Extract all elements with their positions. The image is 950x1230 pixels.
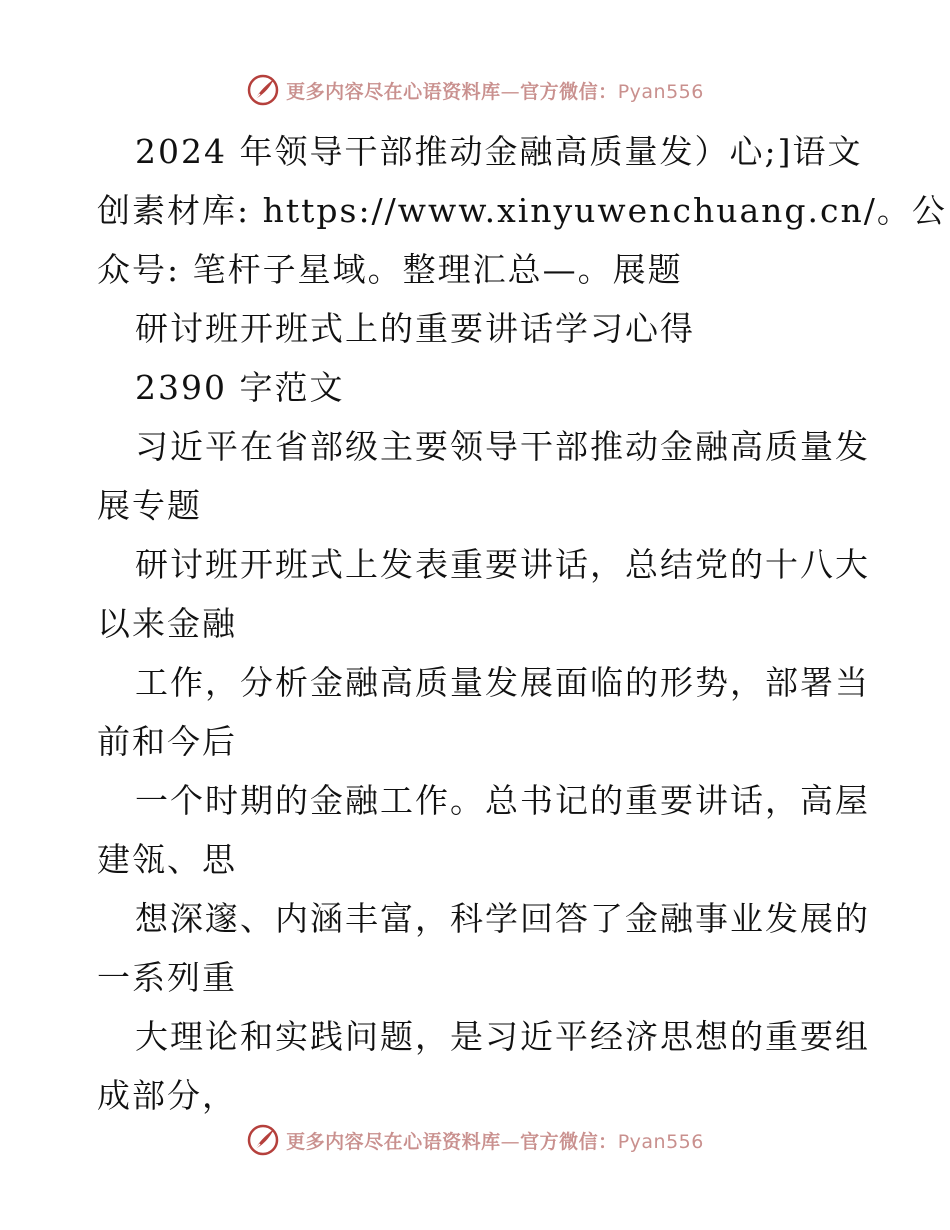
body-line: 研讨班开班式上发表重要讲话，总结党的十八大 — [135, 545, 870, 584]
body-line: 众号: 笔杆子星域。整理汇总—。展题 — [97, 250, 683, 289]
body-line: 一个时期的金融工作。总书记的重要讲话，高屋 — [135, 781, 870, 820]
banner-main: 更多内容尽在心语资料库 — [286, 80, 501, 103]
footer-banner — [0, 1120, 950, 1160]
feather-pen-circle-icon — [246, 73, 280, 107]
banner-separator: — — [500, 80, 521, 103]
header-banner — [0, 70, 950, 110]
body-line: 建瓴、思 — [97, 840, 237, 879]
body-line: 以来金融 — [97, 604, 237, 643]
banner-wechat-label: 官方微信： — [520, 1130, 618, 1153]
banner-wechat-id: Pyan556 — [617, 1130, 704, 1153]
banner-separator: — — [500, 1130, 521, 1153]
body-line: 2024 年领导干部推动金融高质量发）心;]语文 — [135, 132, 863, 171]
banner-wechat-label: 官方微信： — [520, 80, 618, 103]
body-line: 前和今后 — [97, 722, 237, 761]
body-line: 工作，分析金融高质量发展面临的形势，部署当 — [135, 663, 870, 702]
banner-main: 更多内容尽在心语资料库 — [286, 1130, 501, 1153]
banner-wechat-id: Pyan556 — [617, 80, 704, 103]
body-line: 习近平在省部级主要领导干部推动金融高质量发 — [135, 427, 870, 466]
banner-text — [286, 77, 704, 104]
banner-text — [286, 1127, 704, 1154]
body-line: 想深邃、内涵丰富，科学回答了金融事业发展的 — [135, 899, 870, 938]
body-line: 一系列重 — [97, 958, 237, 997]
body-line: 创素材库: https://www.xinyuwenchuang.cn/。公 — [97, 191, 947, 230]
body-line: 展专题 — [97, 486, 202, 525]
body-line: 研讨班开班式上的重要讲话学习心得 — [135, 309, 695, 348]
body-line: 2390 字范文 — [135, 368, 345, 407]
body-line: 大理论和实践问题，是习近平经济思想的重要组 — [135, 1017, 870, 1056]
feather-pen-circle-icon — [246, 1123, 280, 1157]
document-body — [97, 122, 947, 1125]
body-line: 成部分， — [97, 1076, 237, 1115]
